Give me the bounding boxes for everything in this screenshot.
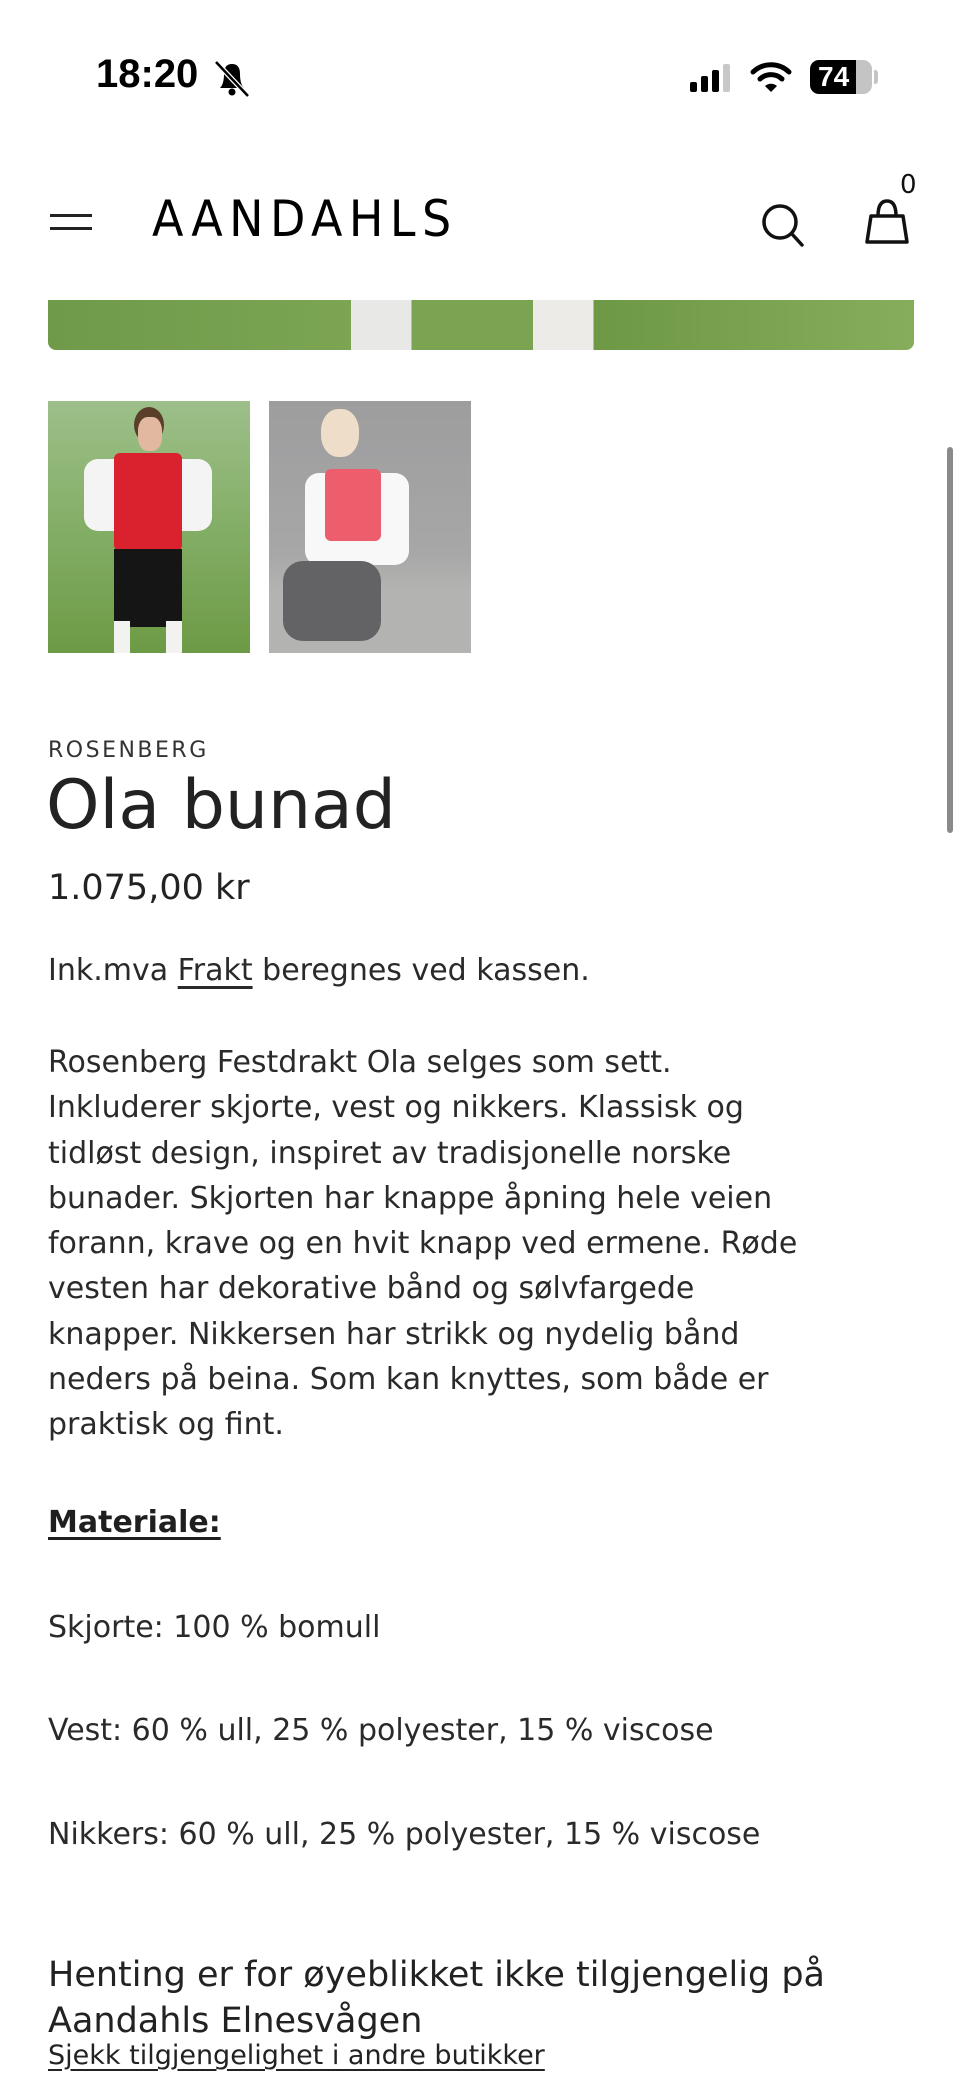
- cart-count: 0: [900, 170, 917, 200]
- product-title: Ola bunad: [46, 766, 396, 845]
- description-line: knapper. Nikkersen har strikk og nydelig bånd: [48, 1316, 740, 1352]
- material-vest: Vest: 60 % ull, 25 % polyester, 15 % viscose: [48, 1713, 714, 1748]
- scrollbar[interactable]: [947, 447, 953, 833]
- material-shirt: Skjorte: 100 % bomull: [48, 1610, 381, 1645]
- pickup-availability: [48, 1952, 825, 2044]
- description-line: praktisk og fint.: [48, 1407, 284, 1443]
- description-line: forann, krave og en hvit knapp ved ermene. Røde: [48, 1226, 798, 1262]
- wifi-icon: [750, 60, 792, 94]
- shipping-link[interactable]: Frakt: [177, 953, 253, 988]
- description-line: Rosenberg Festdrakt Ola selges som sett.: [48, 1045, 672, 1080]
- product-main-image[interactable]: [48, 300, 914, 350]
- description-line: tidløst design, inspiret av tradisjonelle norske: [48, 1135, 732, 1171]
- tax-shipping-note: [48, 953, 590, 988]
- cart-icon[interactable]: [862, 196, 912, 246]
- battery-icon: [810, 60, 872, 94]
- product-vendor: ROSENBERG: [48, 738, 209, 763]
- description-line: Inkluderer skjorte, vest og nikkers. Klassisk og: [48, 1090, 744, 1126]
- tax-suffix: beregnes ved kassen.: [252, 953, 590, 988]
- check-other-stores-link[interactable]: Sjekk tilgjengelighet i andre butikker: [48, 2040, 545, 2071]
- description-line: vesten har dekorative bånd og sølvfargede: [48, 1271, 695, 1307]
- menu-button[interactable]: [44, 200, 100, 240]
- product-thumbnail-2[interactable]: [269, 401, 471, 653]
- material-heading: Materiale:: [48, 1505, 221, 1540]
- battery-level: 74: [818, 61, 850, 92]
- search-icon[interactable]: [758, 200, 808, 250]
- status-time: 18:20: [96, 52, 199, 96]
- description-line: neders på beina. Som kan knyttes, som både er: [48, 1362, 769, 1398]
- pickup-line-1: Henting er for øyeblikket ikke tilgjengelig på: [48, 1955, 826, 1995]
- product-description: [48, 1040, 797, 1448]
- material-knickers: Nikkers: 60 % ull, 25 % polyester, 15 % viscose: [48, 1817, 761, 1852]
- battery-cap: [874, 70, 878, 84]
- logo[interactable]: AANDAHLS: [152, 190, 458, 248]
- description-line: bunader. Skjorten har knappe åpning hele veien: [48, 1180, 773, 1216]
- pickup-line-2: Aandahls Elnesvågen: [48, 2001, 423, 2041]
- product-thumbnail-1[interactable]: [48, 401, 250, 653]
- tax-prefix: Ink.mva: [48, 953, 178, 988]
- silent-bell-icon: [212, 58, 258, 98]
- product-price: 1.075,00 kr: [48, 868, 250, 908]
- signal-icon: [688, 62, 736, 94]
